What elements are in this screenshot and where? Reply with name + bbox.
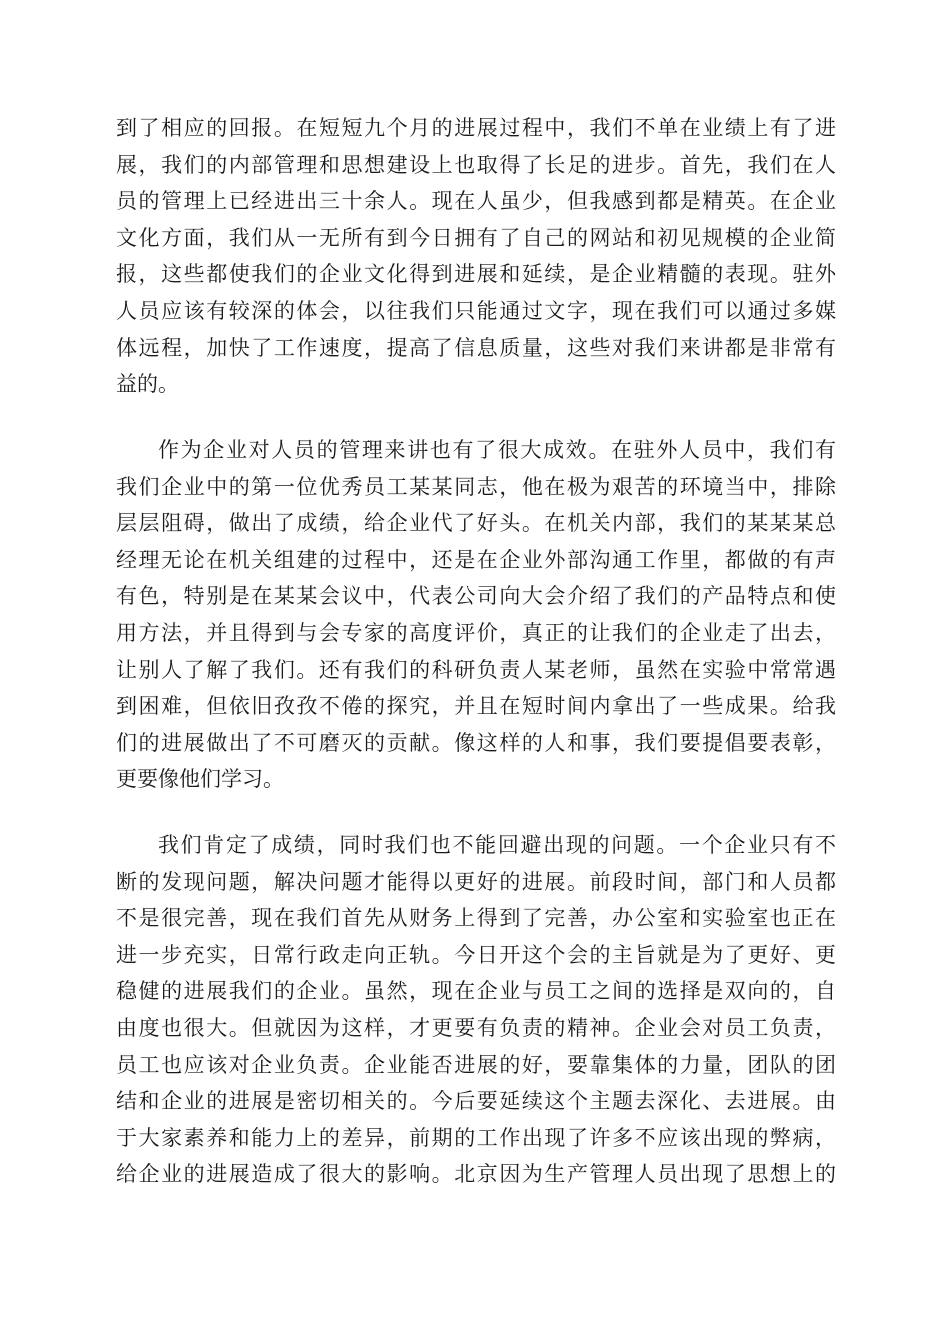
text-line: 经理无论在机关组建的过程中，还是在企业外部沟通工作里，都做的有声 [116, 547, 836, 572]
text-line: 于大家素养和能力上的差异，前期的工作出现了许多不应该出现的弊病， [116, 1125, 836, 1150]
text-line: 用方法，并且得到与会专家的高度评价，真正的让我们的企业走了出去， [116, 620, 836, 645]
paragraph-2 [116, 432, 836, 798]
paragraph-1 [116, 110, 836, 403]
paragraph-3 [116, 827, 836, 1193]
text-line: 给企业的进展造成了很大的影响。北京因为生产管理人员出现了思想上的 [116, 1162, 836, 1187]
text-line: 让别人了解了我们。还有我们的科研负责人某老师，虽然在实验中常常遇 [116, 657, 836, 682]
text-line: 展，我们的内部管理和思想建设上也取得了长足的进步。首先，我们在人 [116, 152, 836, 177]
text-line: 我们企业中的第一位优秀员工某某同志，他在极为艰苦的环境当中，排除 [116, 474, 836, 499]
text-line: 结和企业的进展是密切相关的。今后要延续这个主题去深化、去进展。由 [116, 1089, 836, 1114]
text-line: 员的管理上已经进出三十余人。现在人虽少，但我感到都是精英。在企业 [116, 189, 836, 214]
text-line: 到了相应的回报。在短短九个月的进展过程中，我们不单在业绩上有了进 [116, 116, 836, 140]
text-line: 稳健的进展我们的企业。虽然，现在企业与员工之间的选择是双向的，自 [116, 979, 836, 1004]
text-line: 层层阻碍，做出了成绩，给企业代了好头。在机关内部，我们的某某某总 [116, 511, 836, 536]
text-line: 人员应该有较深的体会，以往我们只能通过文字，现在我们可以通过多媒 [116, 298, 836, 323]
text-line: 们的进展做出了不可磨灭的贡献。像这样的人和事，我们要提倡要表彰， [116, 730, 836, 755]
text-line: 更要像他们学习。 [116, 767, 284, 792]
text-line: 到困难，但依旧孜孜不倦的探究，并且在短时间内拿出了一些成果。给我 [116, 694, 836, 719]
text-line: 员工也应该对企业负责。企业能否进展的好，要靠集体的力量，团队的团 [116, 1052, 836, 1077]
text-line: 文化方面，我们从一无所有到今日拥有了自己的网站和初见规模的企业简 [116, 225, 836, 250]
text-line: 有色，特别是在某某会议中，代表公司向大会介绍了我们的产品特点和使 [116, 584, 836, 609]
text-line: 我们肯定了成绩，同时我们也不能回避出现的问题。一个企业只有不 [158, 833, 836, 857]
text-line: 报，这些都使我们的企业文化得到进展和延续，是企业精髓的表现。驻外 [116, 262, 836, 287]
text-line: 作为企业对人员的管理来讲也有了很大成效。在驻外人员中，我们有 [158, 438, 836, 462]
text-line: 断的发现问题，解决问题才能得以更好的进展。前段时间，部门和人员都 [116, 869, 836, 894]
text-line: 益的。 [116, 372, 179, 397]
text-line: 进一步充实，日常行政走向正轨。今日开这个会的主旨就是为了更好、更 [116, 942, 836, 967]
text-line: 体远程，加快了工作速度，提高了信息质量，这些对我们来讲都是非常有 [116, 335, 836, 360]
text-line: 不是很完善，现在我们首先从财务上得到了完善，办公室和实验室也正在 [116, 906, 836, 931]
text-line: 由度也很大。但就因为这样，才更要有负责的精神。企业会对员工负责， [116, 1015, 836, 1040]
